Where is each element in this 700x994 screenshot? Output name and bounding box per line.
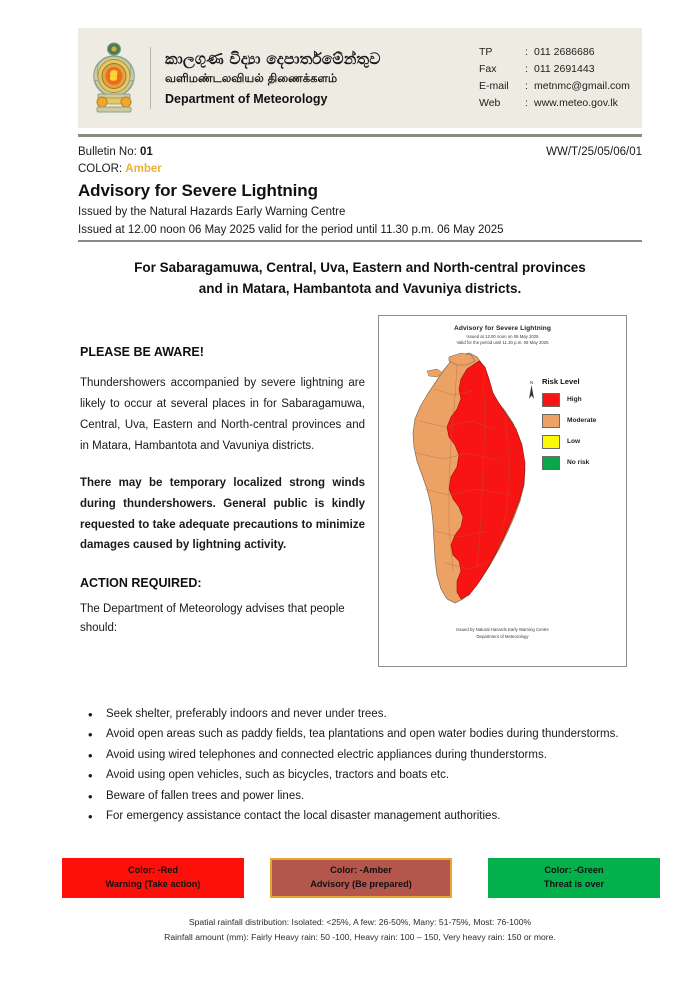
bulletin-number-row bbox=[78, 144, 642, 161]
bulletin-number bbox=[78, 144, 153, 161]
contact-label-fax: Fax bbox=[479, 63, 497, 75]
list-item: • For emergency assistance contact the local disaster management authorities. bbox=[78, 808, 630, 825]
advisory-text-column bbox=[80, 345, 365, 637]
meta-horizontal-rule bbox=[78, 240, 642, 242]
colour-box-green bbox=[488, 858, 660, 898]
map-canvas bbox=[379, 347, 626, 625]
list-item: • Seek shelter, preferably indoors and never under trees. bbox=[78, 706, 630, 723]
contact-row-tp bbox=[479, 44, 630, 61]
validity-line: Issued at 12.00 noon 06 May 2025 valid for the period until 11.30 p.m. 06 May 2025 bbox=[78, 223, 504, 236]
map-legend-title: Risk Level bbox=[542, 376, 580, 386]
list-item: • Beware of fallen trees and power lines. bbox=[78, 788, 630, 805]
advisory-paragraph-1: Thundershowers accompanied by severe lightning are likely to occur at several places in for Sabaragamuwa, Central, Uva, Eastern and North-central provinces and in Matara, Hambantota and Vavuniya districts. bbox=[80, 377, 365, 452]
colour-box-red-line-1: Color: -Red bbox=[127, 865, 178, 876]
department-names bbox=[165, 50, 465, 106]
legend-label-moderate: Moderate bbox=[567, 417, 597, 425]
colour-box-amber-line-1: Color: -Amber bbox=[330, 865, 392, 876]
colour-box-green-line-1: Color: -Green bbox=[544, 865, 604, 876]
department-name-tamil: வளிமண்டலவியல் திணைக்களம் bbox=[165, 71, 338, 86]
page-title: Advisory for Severe Lightning bbox=[78, 181, 318, 200]
header-divider bbox=[150, 47, 151, 109]
department-name-sinhala: කාලගුණ විද්‍යා දෙපාර්තමේන්තුව bbox=[165, 49, 381, 68]
colour-box-amber-line-2: Advisory (Be prepared) bbox=[310, 879, 412, 889]
legend-item-high bbox=[542, 393, 618, 407]
advisory-paragraph-2: There may be temporary localized strong winds during thundershowers. General public is kindly requested to take adequate precautions to minimize damages caused by lightning activity. bbox=[80, 476, 365, 552]
contact-label-web: Web bbox=[479, 97, 501, 109]
document-header bbox=[78, 28, 642, 128]
contact-sep-web: : bbox=[525, 97, 528, 109]
contact-value-fax: 011 2691443 bbox=[534, 63, 595, 75]
document-footer bbox=[78, 915, 642, 945]
legend-swatch-high bbox=[542, 393, 560, 407]
legend-item-no-risk bbox=[542, 456, 618, 470]
bulletin-color-row bbox=[78, 161, 642, 178]
legend-swatch-low bbox=[542, 435, 560, 449]
colour-box-red bbox=[62, 858, 244, 898]
department-name-english: Department of Meteorology bbox=[165, 92, 328, 107]
north-arrow-icon bbox=[527, 381, 536, 408]
status-badge: Amber bbox=[125, 162, 162, 175]
contact-label-tp: TP bbox=[479, 46, 493, 58]
map-subtitle-line-1: Issued at 12.00 noon on 06 May 2025 bbox=[466, 334, 539, 339]
advisory-headline bbox=[78, 258, 642, 300]
contact-sep-email: : bbox=[525, 80, 528, 92]
bulletin-number-label: Bulletin No: bbox=[78, 146, 141, 158]
sri-lanka-risk-map-icon bbox=[387, 349, 547, 621]
contact-row-email bbox=[479, 78, 630, 95]
map-credit-line-2: Department of Meteorology bbox=[476, 633, 529, 639]
bulletin-reference: WW/T/25/05/06/01 bbox=[546, 146, 642, 158]
legend-item-low bbox=[542, 435, 618, 449]
map-subtitle bbox=[379, 334, 626, 347]
colour-box-green-line-2: Threat is over bbox=[543, 879, 605, 889]
map-title: Advisory for Severe Lightning bbox=[453, 325, 552, 332]
map-credit bbox=[379, 627, 626, 640]
section-heading-aware: PLEASE BE AWARE! bbox=[80, 345, 204, 359]
compass-needle-icon bbox=[527, 385, 536, 402]
colour-box-red-line-2: Warning (Take action) bbox=[105, 879, 201, 889]
legend-label-no-risk: No risk bbox=[567, 459, 590, 467]
contact-row-fax bbox=[479, 61, 630, 78]
contact-value-tp: 011 2686686 bbox=[534, 46, 595, 58]
contact-value-email[interactable]: metnmc@gmail.com bbox=[534, 80, 630, 92]
risk-map-panel bbox=[378, 315, 627, 667]
footer-line-1: Spatial rainfall distribution: Isolated: <25%, A few: 26-50%, Many: 51-75%, Most: 76-100% bbox=[188, 917, 532, 927]
map-subtitle-line-2: Valid for the period until 11.30 p.m. 06 May 2025 bbox=[456, 340, 549, 346]
bulletin-color bbox=[78, 161, 162, 178]
colour-code-legend bbox=[62, 858, 660, 898]
legend-label-low: Low bbox=[567, 438, 581, 446]
map-credit-line-1: Issued by Natural Hazards Early Warning Centre bbox=[456, 626, 549, 632]
sri-lanka-national-emblem-icon bbox=[91, 40, 137, 116]
bulletin-color-label: COLOR: bbox=[78, 162, 126, 175]
contact-block bbox=[479, 44, 630, 112]
headline-line-2: and in Matara, Hambantota and Vavuniya districts. bbox=[198, 280, 522, 296]
list-item: • Avoid using open vehicles, such as bicycles, tractors and boats etc. bbox=[78, 767, 630, 784]
contact-sep-fax: : bbox=[525, 63, 528, 75]
legend-swatch-moderate bbox=[542, 414, 560, 428]
map-legend bbox=[542, 377, 618, 477]
bulletin-subtitle bbox=[78, 204, 504, 240]
header-horizontal-rule bbox=[78, 134, 642, 137]
contact-value-web[interactable]: www.meteo.gov.lk bbox=[534, 97, 618, 109]
contact-row-web bbox=[479, 95, 630, 112]
list-item: • Avoid using wired telephones and connected electric appliances during thunderstorms. bbox=[78, 747, 630, 764]
emblem-container bbox=[78, 40, 150, 116]
action-bullet-list bbox=[78, 706, 630, 829]
contact-sep-tp: : bbox=[525, 46, 528, 58]
issued-by-line: Issued by the Natural Hazards Early Warning Centre bbox=[78, 206, 346, 218]
bulletin-meta bbox=[78, 144, 642, 177]
bulletin-number-value: 01 bbox=[140, 146, 153, 158]
contact-label-email: E-mail bbox=[479, 80, 509, 92]
action-intro-text: The Department of Meteorology advises that people should: bbox=[80, 603, 345, 634]
section-heading-action: ACTION REQUIRED: bbox=[80, 576, 202, 591]
legend-item-moderate bbox=[542, 414, 618, 428]
colour-box-amber bbox=[270, 858, 452, 898]
footer-line-2: Rainfall amount (mm): Fairly Heavy rain: 50 -100, Heavy rain: 100 – 150, Very heavy rain: 150 or more. bbox=[164, 932, 556, 943]
headline-line-1: For Sabaragamuwa, Central, Uva, Eastern and North-central provinces bbox=[134, 260, 586, 275]
north-arrow-letter: N bbox=[529, 379, 534, 385]
legend-swatch-no-risk bbox=[542, 456, 560, 470]
list-item: • Avoid open areas such as paddy fields, tea plantations and open water bodies during thunderstorms. bbox=[78, 726, 630, 743]
legend-label-high: High bbox=[567, 396, 582, 404]
